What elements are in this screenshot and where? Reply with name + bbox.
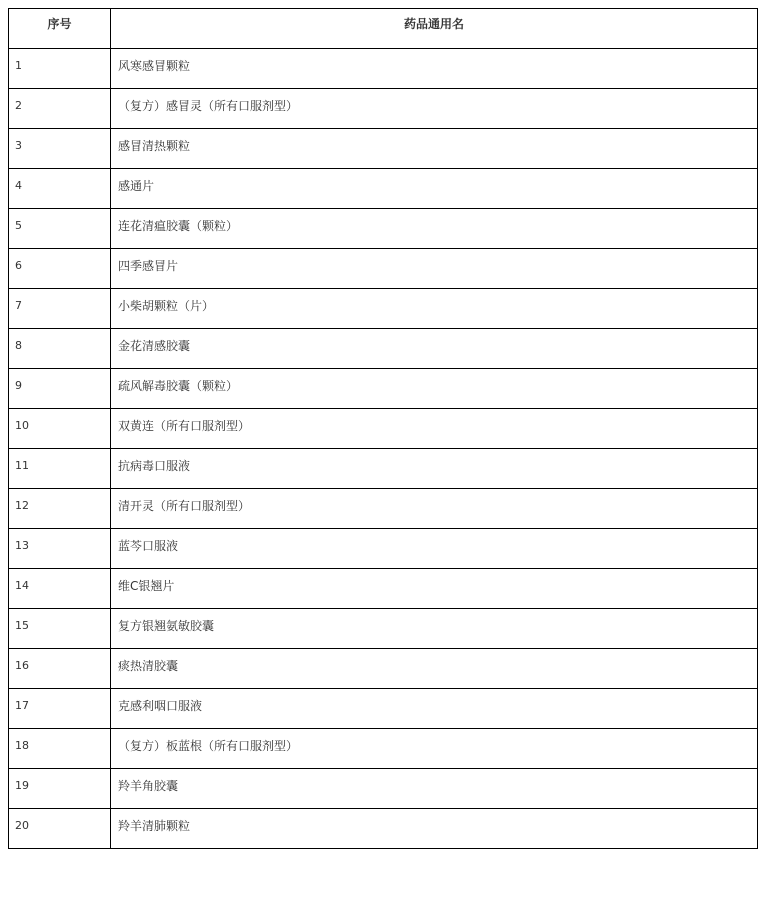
drug-name: （复方）感冒灵（所有口服剂型）: [111, 89, 758, 129]
drug-name: 四季感冒片: [111, 249, 758, 289]
table-row: [9, 689, 758, 729]
drug-name: 双黄连（所有口服剂型）: [111, 409, 758, 449]
drug-name: 复方银翘氨敏胶囊: [111, 609, 758, 649]
drug-list-table: [8, 8, 758, 849]
table-row: [9, 89, 758, 129]
row-number: 4: [9, 169, 111, 209]
drug-name: 羚羊角胶囊: [111, 769, 758, 809]
drug-name: 感冒清热颗粒: [111, 129, 758, 169]
table-row: [9, 809, 758, 849]
drug-list-table-container: [8, 8, 758, 849]
row-number: 3: [9, 129, 111, 169]
drug-name: 痰热清胶囊: [111, 649, 758, 689]
row-number: 14: [9, 569, 111, 609]
row-number: 15: [9, 609, 111, 649]
row-number: 12: [9, 489, 111, 529]
row-number: 19: [9, 769, 111, 809]
drug-name: 清开灵（所有口服剂型）: [111, 489, 758, 529]
table-row: [9, 529, 758, 569]
table-row: [9, 649, 758, 689]
table-row: [9, 169, 758, 209]
row-number: 7: [9, 289, 111, 329]
drug-name: （复方）板蓝根（所有口服剂型）: [111, 729, 758, 769]
row-number: 9: [9, 369, 111, 409]
table-row: [9, 209, 758, 249]
drug-name: 克感利咽口服液: [111, 689, 758, 729]
row-number: 2: [9, 89, 111, 129]
drug-name: 金花清感胶囊: [111, 329, 758, 369]
table-row: [9, 249, 758, 289]
row-number: 13: [9, 529, 111, 569]
table-row: [9, 369, 758, 409]
row-number: 8: [9, 329, 111, 369]
table-header-row: [9, 9, 758, 49]
row-number: 6: [9, 249, 111, 289]
drug-name: 抗病毒口服液: [111, 449, 758, 489]
table-row: [9, 329, 758, 369]
table-row: [9, 129, 758, 169]
drug-name: 风寒感冒颗粒: [111, 49, 758, 89]
drug-name: 连花清瘟胶囊（颗粒）: [111, 209, 758, 249]
table-row: [9, 49, 758, 89]
drug-name: 蓝芩口服液: [111, 529, 758, 569]
table-row: [9, 729, 758, 769]
row-number: 16: [9, 649, 111, 689]
drug-name: 感通片: [111, 169, 758, 209]
table-row: [9, 769, 758, 809]
table-row: [9, 489, 758, 529]
table-row: [9, 409, 758, 449]
drug-name: 维C银翘片: [111, 569, 758, 609]
column-header-drug-name: 药品通用名: [111, 9, 758, 49]
row-number: 1: [9, 49, 111, 89]
table-row: [9, 449, 758, 489]
row-number: 17: [9, 689, 111, 729]
drug-name: 小柴胡颗粒（片）: [111, 289, 758, 329]
drug-name: 羚羊清肺颗粒: [111, 809, 758, 849]
table-row: [9, 289, 758, 329]
row-number: 20: [9, 809, 111, 849]
table-row: [9, 609, 758, 649]
row-number: 10: [9, 409, 111, 449]
row-number: 5: [9, 209, 111, 249]
table-row: [9, 569, 758, 609]
row-number: 11: [9, 449, 111, 489]
column-header-number: 序号: [9, 9, 111, 49]
row-number: 18: [9, 729, 111, 769]
drug-name: 疏风解毒胶囊（颗粒）: [111, 369, 758, 409]
